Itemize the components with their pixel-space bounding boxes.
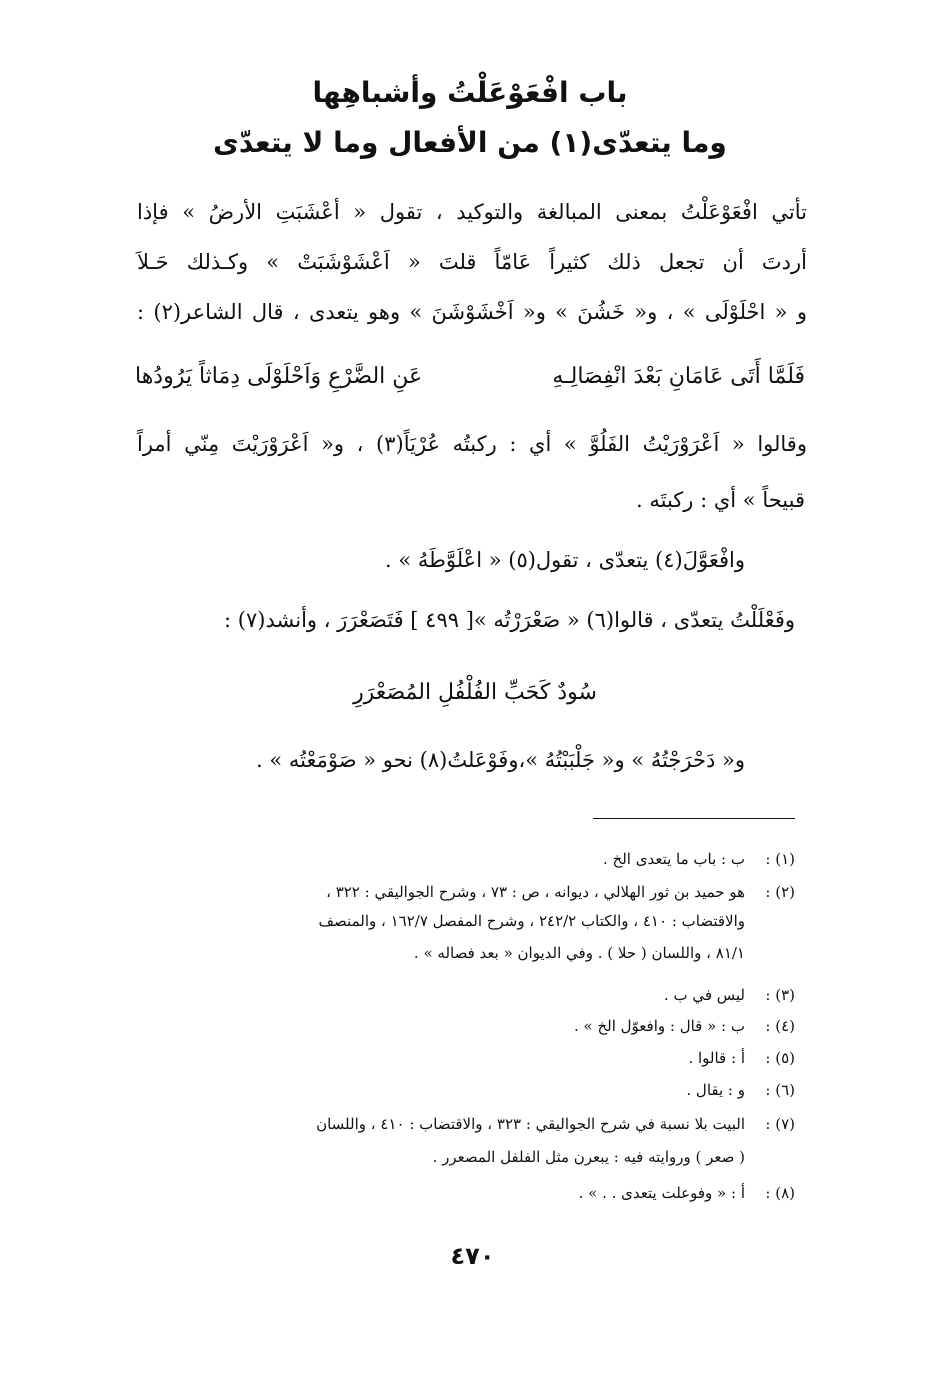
body-line: وفَعْلَلْتُ يتعدّى ، قالوا(٦) « صَعْرَرْتُه »[ ٤٩٩ ] فَتَصَعْرَرَ ، وأنشد(٧) : <box>224 608 795 632</box>
body-line: وافْعَوَّلَ(٤) يتعدّى ، تقول(٥) « اعْلَوَّطَهُ » . <box>385 548 745 572</box>
footnote-number: (١) : <box>765 850 795 868</box>
footnote <box>130 1049 795 1067</box>
verse-line: سُودٌ كَحَبِّ الفُلْفُلِ المُصَعْرَرِ <box>353 680 597 705</box>
footnote-text: هو حميد بن ثور الهلالي ، ديوانه ، ص : ٧٣ ، وشرح الجواليقي : ٣٢٢ ، <box>326 883 745 901</box>
verse-hemistich-first: فَلَمَّا أَتَى عَامَانِ بَعْدَ انْفِصَالِـهِ <box>552 364 805 389</box>
body-line: تأتي افْعَوْعَلْتُ بمعنى المبالغة والتوكيد ، تقول « أعْشَبَتِ الأرضُ » فإذا <box>137 200 807 224</box>
footnote-number: (٨) : <box>765 1184 795 1202</box>
footnote-text: ب : باب ما يتعدى الخ . <box>603 850 745 868</box>
body-line: أردتَ أن تجعل ذلك كثيراً عَامّاً قلتَ « اَعْشَوْشَبَتْ » وكـذلك حَـلاَ <box>137 250 807 274</box>
footnote <box>130 883 795 901</box>
footnote <box>130 1081 795 1099</box>
footnote-text: البيت بلا نسبة في شرح الجواليقي : ٣٢٣ ، والاقتضاب : ٤١٠ ، واللسان <box>316 1115 745 1133</box>
chapter-title: باب افْعَوْعَلْتُ وأشباهِها <box>312 76 628 109</box>
footnote-text: ليس في ب . <box>663 986 745 1004</box>
body-line: و « احْلَوْلَى » ، و« خَشُنَ » و« اَخْشَوْشَنَ » وهو يتعدى ، قال الشاعر(٢) : <box>137 300 807 324</box>
footnote-text: ب : « قال : وافعوّل الخ » . <box>573 1017 745 1035</box>
footnote-number: (٧) : <box>765 1115 795 1133</box>
body-line: قبيحاً » أي : ركبتَه . <box>636 488 805 512</box>
footnote-text: و : يقال . <box>686 1081 745 1099</box>
footnote-number: (٣) : <box>765 986 795 1004</box>
footnote-text: أ : « وفوعلت يتعدى . . » . <box>578 1184 745 1202</box>
footnote <box>130 1115 795 1133</box>
footnote-separator <box>593 818 795 819</box>
footnote-number: (٢) : <box>765 883 795 901</box>
footnote-text: أ : قالوا . <box>688 1049 745 1067</box>
body-line: و« دَحْرَجْتُهُ » و« جَلْبَبْتُهُ »،وفَوْعَلتُ(٨) نحو « صَوْمَعْتُه » . <box>256 748 745 772</box>
footnote-continuation: ( صعر ) وروايته فيه : يبعرن مثل الفلفل المصعرر . <box>432 1148 745 1166</box>
body-line: وقالوا « اَعْرَوْرَيْتُ الفَلُوَّ » أي : ركبتُه عُرْيَاً(٣) ، و« اَعْرَوْرَيْتَ مِنّي أمراً <box>137 432 807 456</box>
footnote <box>130 986 795 1004</box>
footnote-number: (٤) : <box>765 1017 795 1035</box>
chapter-subtitle: وما يتعدّى(١) من الأفعال وما لا يتعدّى <box>213 126 727 159</box>
page-number: ٤٧٠ <box>450 1242 495 1270</box>
verse-line <box>135 364 805 389</box>
footnote-continuation: والاقتضاب : ٤١٠ ، والكتاب ٢٤٢/٢ ، وشرح المفصل ١٦٢/٧ ، والمنصف <box>318 912 745 930</box>
footnote <box>130 850 795 868</box>
footnote-number: (٥) : <box>765 1049 795 1067</box>
footnote <box>130 1017 795 1035</box>
footnote-continuation: ٨١/١ ، واللسان ( حلا ) . وفي الديوان « بعد فصاله » . <box>413 944 745 962</box>
footnote-number: (٦) : <box>765 1081 795 1099</box>
footnote <box>130 1184 795 1202</box>
verse-hemistich-second: عَنِ الضَّرْعِ وَاَحْلَوْلَى دِمَاثاً يَرُودُها <box>135 364 423 389</box>
